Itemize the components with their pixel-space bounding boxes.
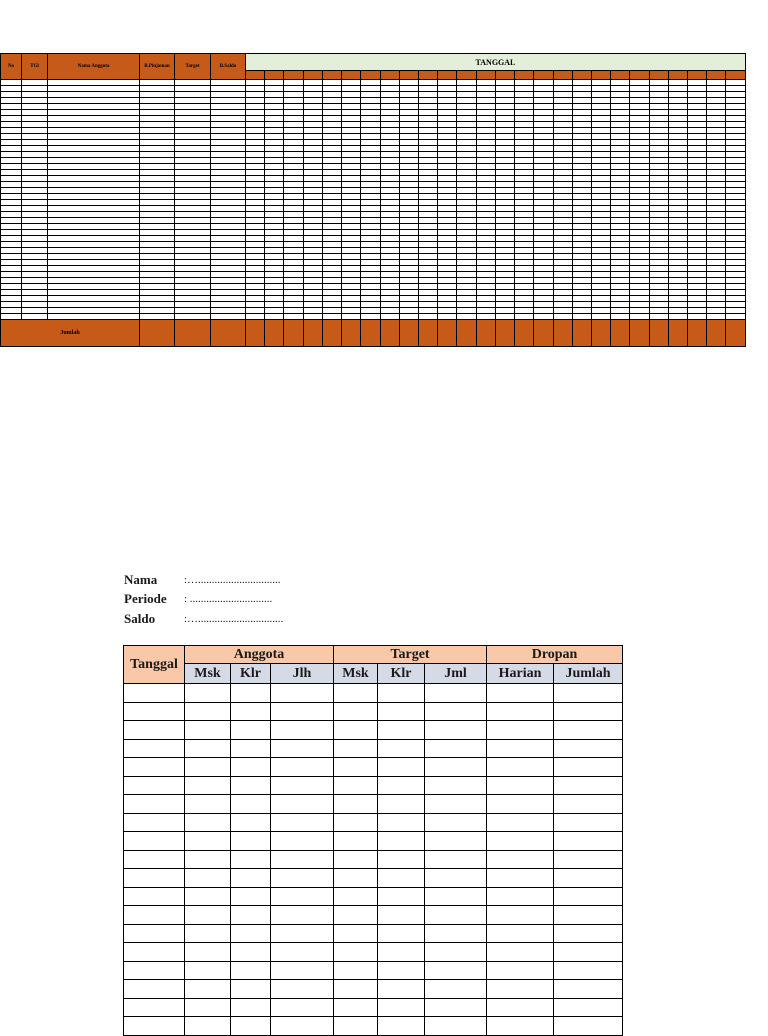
table-cell	[425, 684, 487, 703]
table-cell	[554, 739, 623, 758]
table-cell	[378, 869, 425, 888]
day-header-cell	[611, 71, 630, 80]
table-cell	[185, 961, 231, 980]
day-header-cell	[630, 71, 649, 80]
table-cell	[554, 776, 623, 795]
recap-group-anggota: Anggota	[185, 646, 334, 664]
table-cell	[425, 961, 487, 980]
table-cell	[185, 1017, 231, 1036]
table-cell	[487, 813, 554, 832]
table-cell	[425, 906, 487, 925]
table-cell	[487, 1017, 554, 1036]
table-cell	[185, 813, 231, 832]
table-cell	[425, 1017, 487, 1036]
table-cell	[425, 924, 487, 943]
table-cell	[185, 850, 231, 869]
nama-value: :…..............................	[184, 573, 281, 586]
table-cell	[334, 702, 378, 721]
table-row	[124, 943, 623, 962]
table-cell	[425, 832, 487, 851]
footer-cell	[438, 320, 457, 347]
table-cell	[124, 795, 185, 814]
table-cell	[124, 998, 185, 1017]
table-cell	[124, 758, 185, 777]
table-cell	[271, 1017, 334, 1036]
table-cell	[124, 869, 185, 888]
table-cell	[231, 813, 271, 832]
table-row	[124, 980, 623, 999]
table-cell	[334, 1017, 378, 1036]
table-cell	[271, 943, 334, 962]
table-cell	[334, 813, 378, 832]
table-cell	[378, 998, 425, 1017]
recap-group-target: Target	[334, 646, 487, 664]
table-cell	[124, 924, 185, 943]
footer-cell	[515, 320, 534, 347]
table-cell	[554, 961, 623, 980]
day-header-cell	[246, 71, 265, 80]
table-cell	[231, 961, 271, 980]
table-row	[124, 924, 623, 943]
table-cell	[554, 924, 623, 943]
recap-subheader-row	[124, 664, 623, 684]
table-cell	[554, 998, 623, 1017]
table-cell	[554, 869, 623, 888]
table-cell	[378, 943, 425, 962]
day-header-cell	[515, 71, 534, 80]
footer-cell	[342, 320, 361, 347]
table-row	[124, 850, 623, 869]
day-header-cell	[322, 71, 341, 80]
table-row	[124, 832, 623, 851]
table-cell	[487, 998, 554, 1017]
table-cell	[334, 739, 378, 758]
table-cell	[378, 850, 425, 869]
table-cell	[231, 850, 271, 869]
table-cell	[271, 998, 334, 1017]
table-cell	[378, 758, 425, 777]
footer-cell	[726, 320, 745, 347]
table-cell	[487, 887, 554, 906]
table-cell	[185, 924, 231, 943]
recap-sub-target-msk: Msk	[334, 664, 378, 684]
footer-row	[1, 320, 746, 347]
footer-cell	[246, 320, 265, 347]
periode-line	[124, 590, 283, 610]
nama-label: Nama	[124, 571, 158, 587]
day-header-cell	[361, 71, 380, 80]
table-cell	[185, 739, 231, 758]
table-cell	[425, 980, 487, 999]
table-cell	[334, 869, 378, 888]
table-cell	[334, 924, 378, 943]
table-cell	[231, 739, 271, 758]
table-row	[124, 758, 623, 777]
table-cell	[554, 850, 623, 869]
table-cell	[487, 980, 554, 999]
table-cell	[271, 684, 334, 703]
table-cell	[425, 887, 487, 906]
table-cell	[425, 739, 487, 758]
table-cell	[378, 1017, 425, 1036]
day-header-cell	[418, 71, 437, 80]
table-cell	[124, 721, 185, 740]
table-cell	[487, 776, 554, 795]
table-cell	[334, 721, 378, 740]
table-cell	[487, 832, 554, 851]
col-header-saldo: B.Saldo	[211, 54, 246, 80]
footer-cell	[572, 320, 591, 347]
periode-label: Periode	[124, 591, 167, 607]
table-cell	[425, 721, 487, 740]
table-cell	[425, 702, 487, 721]
table-cell	[487, 702, 554, 721]
table-row	[124, 887, 623, 906]
table-cell	[378, 739, 425, 758]
ledger-table	[0, 53, 746, 347]
table-cell	[554, 980, 623, 999]
table-cell	[271, 924, 334, 943]
table-cell	[487, 943, 554, 962]
table-cell	[554, 813, 623, 832]
table-cell	[185, 795, 231, 814]
table-row	[124, 813, 623, 832]
day-header-cell	[534, 71, 553, 80]
table-cell	[124, 739, 185, 758]
table-cell	[271, 832, 334, 851]
table-cell	[185, 684, 231, 703]
table-cell	[271, 869, 334, 888]
table-cell	[231, 758, 271, 777]
col-header-no: No	[1, 54, 22, 80]
table-cell	[378, 721, 425, 740]
recap-table	[123, 645, 623, 1036]
table-cell	[378, 702, 425, 721]
footer-cell	[361, 320, 380, 347]
footer-cell	[211, 320, 246, 347]
day-header-cell	[342, 71, 361, 80]
day-header-cell	[476, 71, 495, 80]
footer-cell	[534, 320, 553, 347]
footer-cell	[303, 320, 322, 347]
table-cell	[487, 850, 554, 869]
col-header-target: Target	[175, 54, 211, 80]
recap-sub-target-klr: Klr	[378, 664, 425, 684]
table-cell	[334, 906, 378, 925]
table-cell	[185, 758, 231, 777]
table-cell	[124, 832, 185, 851]
table-cell	[425, 758, 487, 777]
table-cell	[334, 887, 378, 906]
table-cell	[185, 832, 231, 851]
table-cell	[231, 776, 271, 795]
footer-cell	[649, 320, 668, 347]
table-cell	[271, 758, 334, 777]
table-cell	[425, 998, 487, 1017]
table-cell	[124, 961, 185, 980]
table-row	[124, 721, 623, 740]
table-row	[124, 795, 623, 814]
table-cell	[334, 943, 378, 962]
col-header-tgl: TGl	[22, 54, 48, 80]
recap-sub-dropan-harian: Harian	[487, 664, 554, 684]
footer-cell	[688, 320, 707, 347]
table-cell	[124, 906, 185, 925]
table-row	[124, 702, 623, 721]
table-cell	[487, 684, 554, 703]
table-cell	[271, 702, 334, 721]
footer-cell	[553, 320, 572, 347]
footer-cell	[707, 320, 726, 347]
table-cell	[487, 795, 554, 814]
table-row	[124, 998, 623, 1017]
table-cell	[231, 924, 271, 943]
table-cell	[271, 795, 334, 814]
table-cell	[425, 813, 487, 832]
day-header-cell	[457, 71, 476, 80]
recap-group-dropan: Dropan	[487, 646, 623, 664]
table-cell	[487, 869, 554, 888]
table-cell	[487, 721, 554, 740]
footer-cell	[175, 320, 211, 347]
table-row	[124, 776, 623, 795]
day-header-cell	[265, 71, 284, 80]
table-row	[124, 1017, 623, 1036]
table-cell	[231, 906, 271, 925]
table-cell	[334, 961, 378, 980]
day-header-cell	[399, 71, 418, 80]
day-header-cell	[591, 71, 610, 80]
table-cell	[378, 795, 425, 814]
table-cell	[487, 758, 554, 777]
tanggal-header: TANGGAL	[246, 54, 746, 71]
recap-sub-target-jml: Jml	[425, 664, 487, 684]
table-cell	[185, 721, 231, 740]
day-header-cell	[726, 71, 745, 80]
table-cell	[378, 924, 425, 943]
table-cell	[231, 702, 271, 721]
footer-cell	[322, 320, 341, 347]
day-header-cell	[380, 71, 399, 80]
table-cell	[425, 943, 487, 962]
footer-cell	[611, 320, 630, 347]
day-header-cell	[303, 71, 322, 80]
table-cell	[124, 980, 185, 999]
table-cell	[271, 887, 334, 906]
table-cell	[271, 776, 334, 795]
saldo-line	[124, 609, 283, 629]
table-cell	[185, 998, 231, 1017]
table-cell	[124, 813, 185, 832]
table-cell	[487, 961, 554, 980]
col-header-nama-anggota: Nama Anggota	[48, 54, 140, 80]
table-cell	[124, 943, 185, 962]
table-cell	[487, 906, 554, 925]
table-cell	[185, 869, 231, 888]
table-cell	[231, 943, 271, 962]
day-header-cell	[649, 71, 668, 80]
table-cell	[425, 850, 487, 869]
table-cell	[554, 702, 623, 721]
day-header-cell	[284, 71, 303, 80]
footer-cell	[418, 320, 437, 347]
footer-cell	[495, 320, 514, 347]
day-header-cell	[668, 71, 687, 80]
table-row	[124, 869, 623, 888]
table-cell	[425, 776, 487, 795]
table-cell	[231, 887, 271, 906]
table-cell	[124, 850, 185, 869]
day-header-cell	[495, 71, 514, 80]
table-cell	[378, 961, 425, 980]
periode-value: : ..............................	[184, 593, 273, 606]
table-row	[124, 684, 623, 703]
footer-cell	[457, 320, 476, 347]
footer-cell	[476, 320, 495, 347]
footer-jumlah-label: Jumlah	[1, 320, 140, 347]
table-cell	[554, 721, 623, 740]
table-cell	[124, 1017, 185, 1036]
table-cell	[334, 684, 378, 703]
table-cell	[554, 832, 623, 851]
table-cell	[231, 998, 271, 1017]
table-cell	[271, 980, 334, 999]
day-header-cell	[688, 71, 707, 80]
table-cell	[378, 776, 425, 795]
recap-header-tanggal: Tanggal	[124, 646, 185, 684]
table-cell	[378, 684, 425, 703]
table-cell	[231, 684, 271, 703]
table-cell	[124, 702, 185, 721]
table-cell	[487, 739, 554, 758]
table-cell	[487, 924, 554, 943]
table-cell	[124, 887, 185, 906]
saldo-label: Saldo	[124, 610, 156, 626]
col-header-pinjaman: B.Pinjaman	[140, 54, 175, 80]
table-cell	[425, 795, 487, 814]
day-header-cell	[572, 71, 591, 80]
table-cell	[334, 850, 378, 869]
table-row	[124, 961, 623, 980]
nama-line	[124, 570, 283, 590]
table-cell	[185, 906, 231, 925]
table-cell	[334, 776, 378, 795]
table-row	[124, 739, 623, 758]
table-cell	[554, 906, 623, 925]
table-cell	[231, 869, 271, 888]
table-cell	[185, 776, 231, 795]
table-cell	[334, 998, 378, 1017]
info-block	[124, 570, 283, 629]
recap-sub-anggota-msk: Msk	[185, 664, 231, 684]
table-cell	[334, 832, 378, 851]
day-header-cell	[438, 71, 457, 80]
table-cell	[554, 795, 623, 814]
table-cell	[271, 961, 334, 980]
table-row	[124, 906, 623, 925]
table-cell	[378, 887, 425, 906]
table-cell	[334, 795, 378, 814]
table-cell	[185, 887, 231, 906]
table-cell	[425, 869, 487, 888]
table-cell	[271, 721, 334, 740]
table-cell	[231, 832, 271, 851]
table-cell	[554, 684, 623, 703]
footer-cell	[265, 320, 284, 347]
recap-sub-anggota-klr: Klr	[231, 664, 271, 684]
table-cell	[271, 739, 334, 758]
table-cell	[231, 1017, 271, 1036]
table-cell	[231, 721, 271, 740]
recap-sub-dropan-jumlah: Jumlah	[554, 664, 623, 684]
footer-cell	[284, 320, 303, 347]
footer-cell	[630, 320, 649, 347]
table-cell	[231, 980, 271, 999]
table-cell	[271, 906, 334, 925]
table-cell	[124, 684, 185, 703]
table-cell	[554, 758, 623, 777]
table-cell	[378, 832, 425, 851]
table-cell	[185, 702, 231, 721]
table-cell	[185, 980, 231, 999]
day-header-cell	[553, 71, 572, 80]
footer-cell	[399, 320, 418, 347]
table-cell	[378, 906, 425, 925]
table-cell	[231, 795, 271, 814]
table-cell	[271, 850, 334, 869]
table-cell	[271, 813, 334, 832]
table-cell	[378, 980, 425, 999]
footer-cell	[140, 320, 175, 347]
footer-cell	[668, 320, 687, 347]
saldo-value: :…...............................	[184, 612, 284, 625]
table-cell	[554, 943, 623, 962]
footer-cell	[591, 320, 610, 347]
table-cell	[185, 943, 231, 962]
table-cell	[124, 776, 185, 795]
table-cell	[378, 813, 425, 832]
table-cell	[554, 887, 623, 906]
day-header-cell	[707, 71, 726, 80]
table-cell	[334, 980, 378, 999]
recap-sub-anggota-jlh: Jlh	[271, 664, 334, 684]
footer-cell	[380, 320, 399, 347]
table-cell	[554, 1017, 623, 1036]
table-cell	[334, 758, 378, 777]
